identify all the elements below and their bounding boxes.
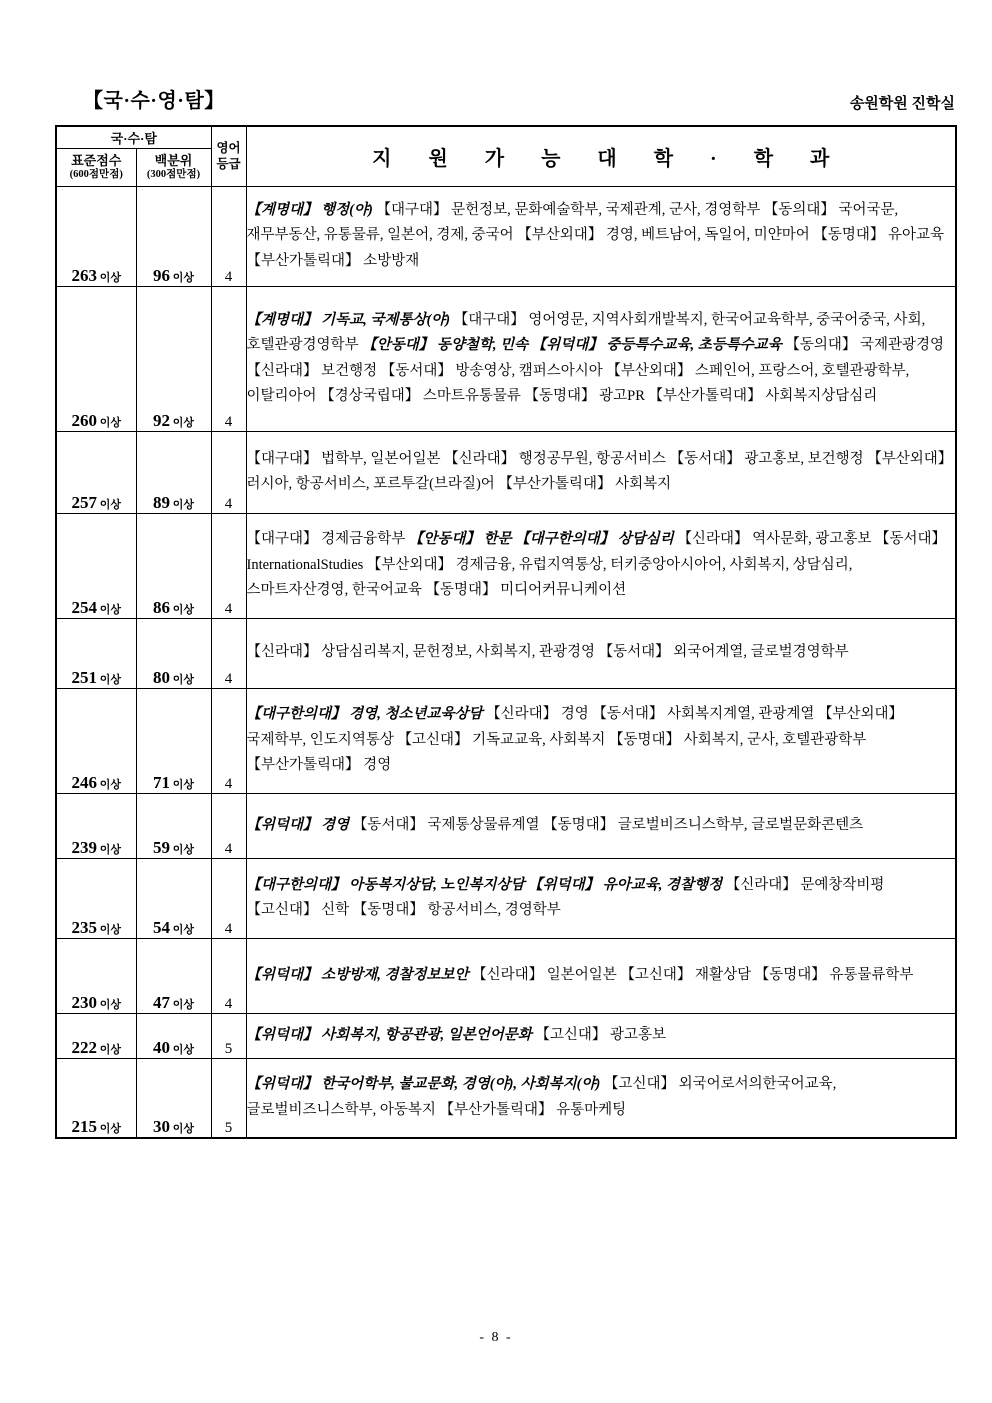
departments-cell (246, 186, 956, 286)
english-grade: 4 (211, 688, 246, 793)
department-list-highlight: 【안동대】 한문 【대구한의대】 상담심리 (405, 531, 674, 548)
department-list-highlight: 【계명대】 행정(야) (246, 201, 373, 218)
department-list-highlight: 【대구한의대】 경영, 청소년교육상담 (246, 706, 483, 723)
departments-cell (246, 286, 956, 431)
table-row (56, 688, 956, 793)
standard-score: 246 이상 (56, 688, 136, 793)
percentile: 47 이상 (136, 938, 211, 1013)
standard-score-sublabel: (600점만점) (69, 168, 123, 180)
table-head (56, 126, 956, 186)
department-list: 【신라대】 상담심리복지, 문헌정보, 사회복지, 관광경영 【동서대】 외국어계열, 글로벌경영학부 (246, 644, 849, 661)
english-grade: 4 (211, 513, 246, 618)
department-list: 【고신대】 외국어로서의한국어교육, 글로벌비즈니스학부, 아동복지 【부산가톨릭대】 유통마케팅 (246, 1076, 837, 1118)
table-row (56, 1058, 956, 1138)
departments-cell (246, 1058, 956, 1138)
department-list: 【신라대】 일본어일본 【고신대】 재활상담 【동명대】 유통물류학부 (468, 966, 914, 983)
standard-score-label: 표준점수 (71, 152, 122, 168)
standard-score: 239 이상 (56, 793, 136, 858)
english-grade: 4 (211, 858, 246, 938)
percentile-label: 백분위 (154, 152, 193, 168)
department-list: 【대구대】 영어영문, 지역사회개발복지, 한국어교육학부, 중국어중국, 사회, 호텔관광경영학부 (246, 311, 926, 354)
top-header (55, 84, 955, 113)
english-grade: 4 (211, 793, 246, 858)
english-grade: 4 (211, 186, 246, 286)
department-list: 【신라대】 문예창작비평 【고신대】 신학 【동명대】 항공서비스, 경영학부 (246, 876, 885, 918)
table-row (56, 286, 956, 431)
department-list: 【대구대】 문헌정보, 문화예술학부, 국제관계, 군사, 경영학부 【동의대】 국어국문, 재무부동산, 유통물류, 일본어, 경제, 중국어 【부산외대】 경영, 베트남어, 독일어, 미얀마어 【동명대】 유아교육 【부산가톨릭대】 소방방재 (246, 201, 945, 269)
english-header-line1: 영어 (216, 141, 241, 155)
page-number: - 8 - (479, 1330, 513, 1345)
percentile: 40 이상 (136, 1013, 211, 1058)
percentile: 71 이상 (136, 688, 211, 793)
table-row (56, 793, 956, 858)
english-grade: 4 (211, 618, 246, 688)
table-row (56, 431, 956, 513)
department-list-highlight: 【위덕대】 한국어학부, 불교문화, 경영(야), 사회복지(야) (246, 1076, 601, 1093)
office-name: 송원학원 진학실 (849, 96, 955, 112)
col-percentile-header (136, 148, 211, 186)
percentile: 59 이상 (136, 793, 211, 858)
departments-cell (246, 618, 956, 688)
department-list: 【대구대】 법학부, 일본어일본 【신라대】 행정공무원, 항공서비스 【동서대】 광고홍보, 보건행정 【부산외대】 러시아, 항공서비스, 포르투갈(브라질)어 【부산가톨릭대】 사회복지 (246, 450, 953, 492)
department-list: 【신라대】 역사문화, 광고홍보 【동서대】 InternationalStudies 【부산외대】 경제금융, 유럽지역통상, 터키중앙아시아어, 사회복지, 상담심리, 스마트자산경영, 한국어교육 【동명대】 미디어커뮤니케이션 (246, 531, 947, 599)
department-list: 【동의대】 국제관광경영 【신라대】 보건행정 【동서대】 방송영상, 캠퍼스아시아 【부산외대】 스페인어, 프랑스어, 호텔관광학부, 이탈리아어 【경상국립대】 스마트유통물류 【동명대】 광고PR 【부산가톨릭대】 사회복지상담심리 (246, 337, 945, 404)
department-list-highlight: 【계명대】 기독교, 국제통상(야) (246, 311, 451, 328)
departments-cell (246, 938, 956, 1013)
standard-score: 260 이상 (56, 286, 136, 431)
percentile-sublabel: (300점만점) (146, 168, 201, 180)
department-list-highlight: 【위덕대】 소방방재, 경찰정보보안 (246, 966, 469, 983)
standard-score: 251 이상 (56, 618, 136, 688)
departments-cell (246, 793, 956, 858)
percentile: 86 이상 (136, 513, 211, 618)
standard-score: 230 이상 (56, 938, 136, 1013)
percentile: 96 이상 (136, 186, 211, 286)
english-header-line2: 등급 (216, 157, 241, 172)
english-grade: 5 (211, 1013, 246, 1058)
admission-table (55, 125, 957, 1139)
doc-title: 【국·수·영·탐】 (83, 90, 225, 112)
department-list: 【대구대】 경제금융학부 (246, 531, 406, 548)
standard-score: 263 이상 (56, 186, 136, 286)
col-group-header: 국·수·탐 (56, 126, 211, 148)
standard-score: 235 이상 (56, 858, 136, 938)
standard-score: 257 이상 (56, 431, 136, 513)
standard-score: 222 이상 (56, 1013, 136, 1058)
english-grade: 4 (211, 431, 246, 513)
percentile: 89 이상 (136, 431, 211, 513)
table-row (56, 513, 956, 618)
table-row (56, 938, 956, 1013)
header-row-group (56, 126, 956, 148)
english-grade: 4 (211, 286, 246, 431)
department-list-highlight: 【안동대】 동양철학, 민속 【위덕대】 중등특수교육, 초등특수교육 (358, 337, 782, 354)
department-list: 【고신대】 광고홍보 (531, 1026, 667, 1043)
departments-cell (246, 1013, 956, 1058)
percentile: 92 이상 (136, 286, 211, 431)
table-row (56, 186, 956, 286)
col-english-grade-header (211, 126, 246, 186)
department-list: 【신라대】 경영 【동서대】 사회복지계열, 관광계열 【부산외대】 국제학부, 인도지역통상 【고신대】 기독교교육, 사회복지 【동명대】 사회복지, 군사, 호텔관광학부 【부산가톨릭대】 경영 (246, 706, 904, 774)
english-grade: 5 (211, 1058, 246, 1138)
departments-cell (246, 858, 956, 938)
percentile: 54 이상 (136, 858, 211, 938)
departments-cell (246, 688, 956, 793)
table-body (56, 186, 956, 1138)
percentile: 80 이상 (136, 618, 211, 688)
departments-cell (246, 513, 956, 618)
standard-score: 254 이상 (56, 513, 136, 618)
table-row (56, 1013, 956, 1058)
department-list: 【동서대】 국제통상물류계열 【동명대】 글로벌비즈니스학부, 글로벌문화콘텐츠 (349, 816, 864, 833)
departments-cell (246, 431, 956, 513)
english-grade: 4 (211, 938, 246, 1013)
table-row (56, 618, 956, 688)
department-list-highlight: 【위덕대】 경영 (246, 816, 350, 833)
department-list-highlight: 【위덕대】 사회복지, 항공관광, 일본언어문화 (246, 1026, 532, 1043)
percentile: 30 이상 (136, 1058, 211, 1138)
standard-score: 215 이상 (56, 1058, 136, 1138)
table-row (56, 858, 956, 938)
col-standard-score-header (56, 148, 136, 186)
department-list-highlight: 【대구한의대】 아동복지상담, 노인복지상담 【위덕대】 유아교육, 경찰행정 (246, 876, 723, 893)
col-departments-header: 지 원 가 능 대 학 · 학 과 (246, 126, 956, 186)
